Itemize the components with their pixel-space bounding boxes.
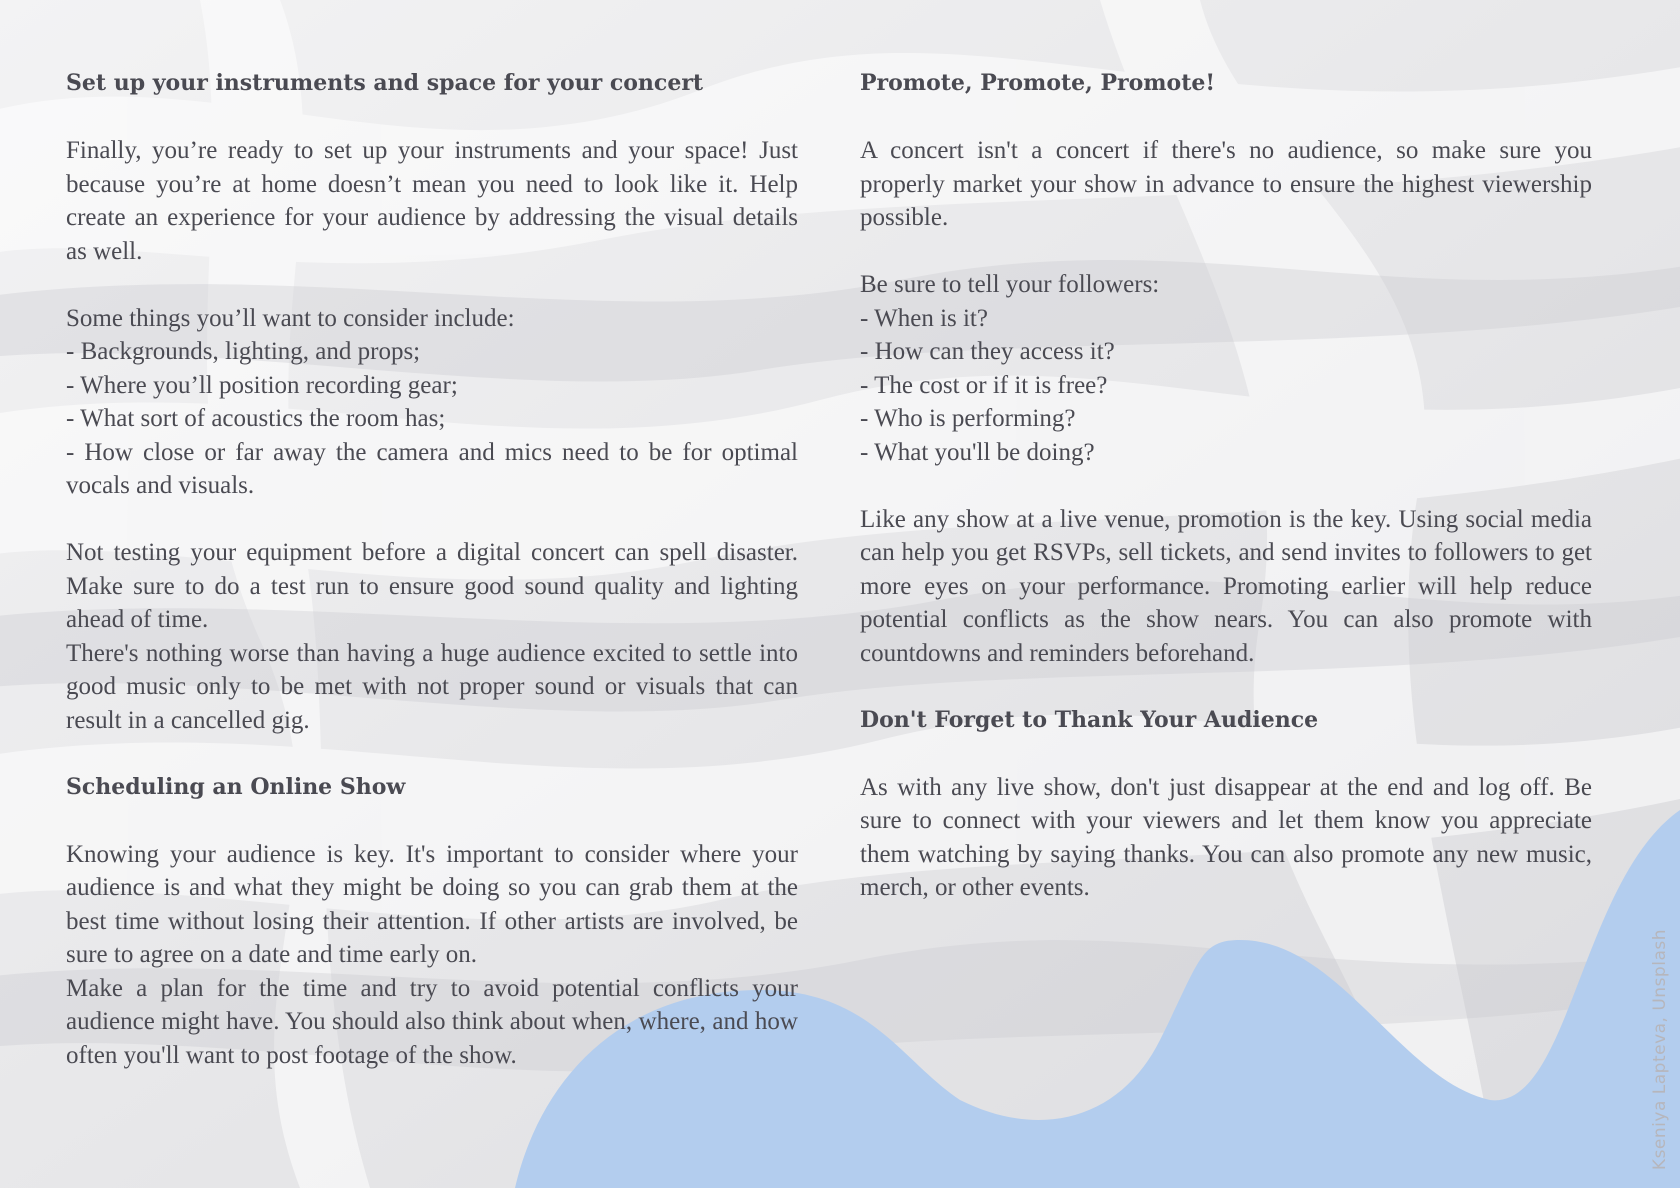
list-item: - The cost or if it is free? — [860, 371, 1108, 399]
section-heading-promote: Promote, Promote, Promote! — [860, 70, 1216, 96]
section-heading-setup: Set up your instruments and space for your concert — [66, 70, 704, 96]
section-heading-thank: Don't Forget to Thank Your Audience — [860, 706, 1319, 733]
promote-intro-paragraph: A concert isn't a concert if there's no audience, so make sure you properly market your show in advance to ensure the highest viewership possible. — [860, 137, 1592, 231]
thank-paragraph: As with any live show, don't just disappear at the end and log off. Be sure to connect with your viewers and let them know you appreciate them watching by saying thanks. You can also promote any new music, merch, or other events. — [860, 773, 1592, 901]
right-column — [860, 67, 1592, 905]
list-item: - Backgrounds, lighting, and props; — [66, 338, 421, 365]
list-item: - What you'll be doing? — [860, 438, 1095, 466]
list-item: - Who is performing? — [860, 405, 1076, 432]
list-item: - Where you’ll position recording gear; — [66, 371, 458, 399]
list-item: - How can they access it? — [860, 338, 1115, 365]
scheduling-paragraph-2: Make a plan for the time and try to avoid potential conflicts your audience might have. You should also think about when, where, and how often you'll want to post footage of the show. — [66, 974, 798, 1069]
testing-paragraph-2: There's nothing worse than having a huge audience excited to settle into good music only to be met with not proper sound or visuals that can result in a cancelled gig. — [66, 639, 798, 734]
list-item: - What sort of acoustics the room has; — [66, 405, 446, 432]
left-column — [66, 67, 798, 1072]
consider-list-intro: Some things you’ll want to consider include: — [66, 304, 515, 332]
photo-credit: Kseniya Lapteva, Unsplash — [1650, 928, 1670, 1170]
followers-list — [860, 302, 1592, 470]
setup-intro-paragraph: Finally, you’re ready to set up your instruments and your space! Just because you’re at home doesn’t mean you need to look like it. Help create an experience for your audience by addressing the visual details as well. — [66, 137, 798, 265]
section-heading-scheduling: Scheduling an Online Show — [66, 773, 406, 800]
consider-list — [66, 335, 798, 503]
promotion-key-paragraph: Like any show at a live venue, promotion is the key. Using social media can help you get RSVPs, sell tickets, and send invites to followers to get more eyes on your performance. Promoting earlier will help reduce potential conflicts as the show nears. You can also promote with countdowns and reminders beforehand. — [860, 505, 1592, 667]
scheduling-paragraph-1: Knowing your audience is key. It's important to consider where your audience is and what they might be doing so you can grab them at the best time without losing their attention. If other artists are involved, be sure to agree on a date and time early on. — [66, 840, 798, 968]
followers-list-intro: Be sure to tell your followers: — [860, 271, 1160, 298]
testing-paragraph-1: Not testing your equipment before a digital concert can spell disaster. Make sure to do a test run to ensure good sound quality and lighting ahead of time. — [66, 539, 798, 633]
list-item: - How close or far away the camera and mics need to be for optimal vocals and visuals. — [66, 438, 798, 499]
list-item: - When is it? — [860, 304, 988, 332]
